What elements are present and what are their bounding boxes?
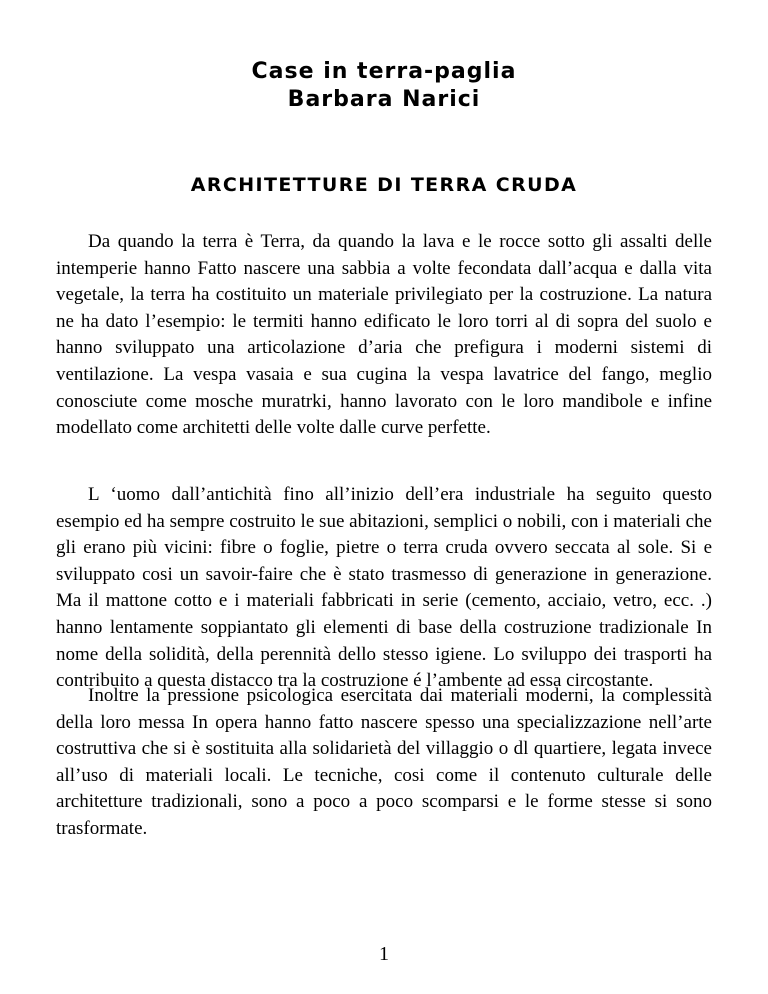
- document-author: Barbara Narici: [287, 87, 481, 112]
- body-paragraph-2: L ‘uomo dall’antichità fino all’inizio dell’era industriale ha seguito questo esempio ed ha sempre costruito le sue abitazioni, semplici o nobili, con i materiali che gli erano più vicini: fibre o foglie, pietre o terra cruda ovvero seccata al sole. Si e sviluppato cosi un savoir-faire che è stato trasmesso di generazione in generazione. Ma il mattone cotto e i materiali fabbricati in serie (cemento, acciaio, vetro, ecc. .) hanno lentamente soppiantato gli elementi di base della costruzione tradizionale In nome della solidità, della perennità dello stesso igiene. Lo sviluppo dei trasporti ha contribuito a questa distacco tra la costruzione é l’ambente ad essa circostante.: [56, 484, 712, 692]
- page-number: 1: [379, 943, 389, 965]
- body-paragraph-3: Inoltre la pressione psicologica esercitata dai materiali moderni, la complessità della loro messa In opera hanno fatto nascere spesso una specializzazione nell’arte costruttiva che si è sostituita alla solidarietà del villaggio o dl quartiere, legata invece all’uso di materiali locali. Le tecniche, cosi come il contenuto culturale delle architetture tradizionali, sono a poco a poco scomparsi e le forme stesse si sono trasformate.: [56, 685, 712, 839]
- body-paragraph-1: Da quando la terra è Terra, da quando la lava e le rocce sotto gli assalti delle intemperie hanno Fatto nascere una sabbia a volte fecondata dall’acqua e dalla vita vegetale, la terra ha costituito un materiale privilegiato per la costruzione. La natura ne ha dato l’esempio: le termiti hanno edificato le loro torri al di sopra del suolo e hanno sviluppato una articolazione d’aria che prefigura i moderni sistemi di ventilazione. La vespa vasaia e sua cugina la vespa lavatrice del fango, meglio conosciute come mosche muratrki, hanno lavorato con le loro mandibole e infine modellato come architetti delle volte dalle curve perfette.: [56, 231, 712, 439]
- document-title: Case in terra-paglia: [251, 59, 517, 84]
- section-heading: ARCHITETTURE DI TERRA CRUDA: [190, 174, 578, 196]
